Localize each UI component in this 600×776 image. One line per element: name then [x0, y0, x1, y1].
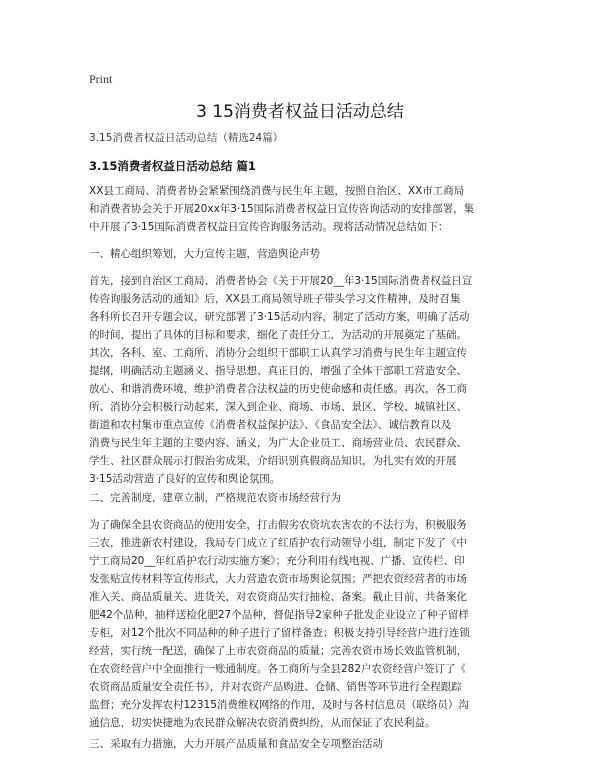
text-line: 发张贴宣传材料等宣传形式，大力营造农资市场舆论氛围；严把农资经营者的市场	[89, 573, 467, 585]
text-line: 学生、社区群众展示打假治劣成果，介绍识别真假商品知识，为扎实有效的开展	[89, 455, 457, 467]
text-line: 的时间，提出了具体的目标和要求，细化了责任分工，为活动的开展奠定了基础。	[89, 329, 467, 341]
intro-paragraph	[89, 182, 525, 236]
text-line: 街道和农村集市重点宣传《消费者权益保护法》、《食品安全法》、诚信教育以及	[89, 419, 452, 431]
subheading-3: 三、采取有力措施，大力开展产品质量和食品安全专项整治活动	[89, 738, 383, 750]
subheading-2: 二、完善制度，建章立制，严格规范农资市场经营行为	[89, 492, 341, 504]
text-line: 为了确保全县农资商品的使用安全，打击假劣农资坑农害农的不法行为，积极服务	[89, 519, 467, 531]
text-line: 其次，各科、室、工商所、消协分会组织干部职工认真学习消费与民生年主题宣传	[89, 347, 467, 359]
text-line: 通信息，切实快捷地为农民群众解决农资消费纠纷，从而保证了农民利益。	[89, 717, 436, 729]
print-label: Print	[89, 72, 113, 86]
text-line: 监督；充分发挥农村12315消费维权网络的作用，及时与各村信息员（联络员）沟	[89, 699, 469, 711]
text-line: 和消费者协会关于开展20xx年3·15国际消费者权益日宣传咨询活动的安排部署，集	[89, 203, 475, 215]
text-line: 消费与民生年主题的主要内容、涵义，为广大企业员工、商场营业员、农民群众、	[89, 437, 467, 449]
text-line: 各科所长召开专题会议，研究部署了3·15活动内容，制定了活动方案，明确了活动	[89, 311, 470, 323]
text-line: 专柜，对12个批次不同品种的种子进行了留样备查；积极支持引导经营户进行连锁	[89, 627, 470, 639]
subheading-1: 一、精心组织筹划，大力宣传主题，营造舆论声势	[89, 248, 320, 260]
text-line: 首先，接到自治区工商局、消费者协会《关于开展20__年3·15国际消费者权益日宣	[89, 275, 473, 287]
text-line: 中开展了3·15国际消费者权益日宣传咨询服务活动。现将活动情况总结如下：	[89, 221, 449, 233]
section-heading: 3.15消费者权益日活动总结 篇1	[89, 159, 256, 173]
text-line: 在农资经营户中全面推行一账通制度。各工商所与全县282户农资经营户签订了《	[89, 663, 467, 675]
paragraph-1	[89, 272, 525, 488]
text-line: 传咨询服务活动的通知》后，XX县工商局领导班子带头学习文件精神，及时召集	[89, 293, 461, 305]
text-line: 提纲，明确活动主题涵义、指导思想、真正目的，增强了全体干部职工营造安全、	[89, 365, 467, 377]
page-title: 3 15消费者权益日活动总结	[196, 102, 404, 122]
text-line: 准入关、商品质量关、进货关，对农资商品实行抽检、备案。截止目前，共备案化	[89, 591, 467, 603]
text-line: 肥42个品种，抽样送检化肥27个品种，督促指导2家种子批发企业设立了种子留样	[89, 609, 469, 621]
text-line: 三农，推进新农村建设，我局专门成立了红盾护农行动领导小组，制定下发了《中	[89, 537, 467, 549]
text-line: 所、消协分会积极行动起来，深入到企业、商场、市场、景区、学校、城镇社区、	[89, 401, 467, 413]
text-line: 经营，实行统一配送，确保了上市农资商品的质量；完善农资市场长效监管机制，	[89, 645, 467, 657]
text-line: 农资商品质量安全责任书》，并对农资产品购进、仓储、销售等环节进行全程跟踪	[89, 681, 462, 693]
text-line: 3·15活动营造了良好的宣传和舆论氛围。	[89, 473, 281, 485]
text-line: 宁工商局20__年红盾护农行动实施方案》；充分利用有线电视、广播、宣传栏、印	[89, 555, 465, 567]
text-line: XX县工商局、消费者协会紧紧围绕消费与民生年主题，按照自治区、XX市工商局	[89, 185, 465, 197]
document-subtitle: 3.15消费者权益日活动总结（精选24篇）	[89, 132, 284, 144]
text-line: 放心、和谐消费环境，维护消费者合法权益的历史使命感和责任感。再次，各工商	[89, 383, 467, 395]
paragraph-2	[89, 516, 525, 732]
